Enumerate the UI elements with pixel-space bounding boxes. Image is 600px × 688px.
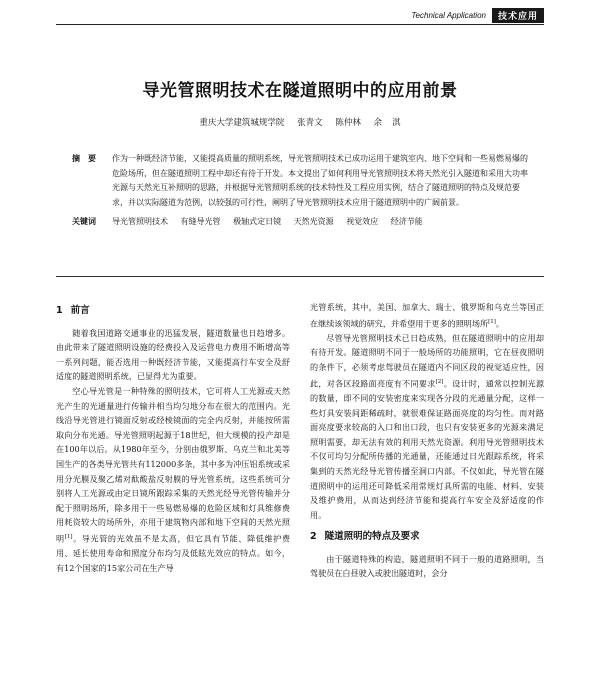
- keyword: 视觉效应: [346, 217, 379, 226]
- left-column: [56, 300, 290, 575]
- section-number: 2: [310, 531, 317, 543]
- author-name: 余: [373, 118, 383, 128]
- citation-ref: [1]: [488, 318, 496, 325]
- keyword: 有缝导光管: [180, 217, 221, 226]
- header-en-label: Technical Application: [411, 11, 486, 20]
- body-paragraph: [310, 300, 544, 331]
- affiliation: 重庆大学建筑城规学院: [199, 118, 285, 128]
- keyword: 经济节能: [390, 217, 423, 226]
- authors-line: [0, 116, 600, 128]
- citation-ref: [1]: [64, 533, 73, 540]
- paragraph-text: 。设计时，通常以控制光源的数量，即不同的安装密度来实现各分段的光通量分配，这样一些灯具安装间距稀疏时，就很难保证路面亮度的均匀性。而对路面亮度要求较高的入口和出口段，也只有安装更多的光源来满足照明需要，却无法有效的利用天然光资源。利用导光管照明技术不仅可均匀分配所传播的光通量，还能通过日光跟踪系统，将采集到的天然光经导光管传播至洞口内部。不仅如此，导光管在隧道照明中的运用还可降低采用常规灯具所需的电能、材料、安装及维护费用，从而达到经济节能和提高行车安全及舒适度的作用。: [310, 378, 544, 520]
- keyword: 导光管照明技术: [112, 217, 168, 226]
- paragraph-text: 。: [495, 318, 504, 329]
- keywords-label: 关键词: [72, 217, 96, 226]
- paragraph-text: 空心导光管是一种特殊的照明技术，它可将人工光源或天然光产生的光通量进行传输并相当均匀地分布在很大的范围内。光线沿导光管进行镜面反射或经棱镜面的完全内反射，并能按所需取向分布光通。导光管照明起源于18世纪，但大规模的投产却是在100年以后。从1980年至今，分别由俄罗斯、乌克兰和北美等国生产的各类导光管共有112000多条，其中多为冲压铝系统或采用分光膜及聚乙烯对酞酸盐反射膜的导光管系统，这些系统可分别将人工光源或由定日镜所跟踪采集的天然光经导光管传输并分配于照明场所，除多用于一些易燃易爆的危险区域和灯具维修费用耗资较大的场所外，亦用于建筑物内部和地下空间的天然光照明: [56, 385, 290, 544]
- paragraph-text: 。导光管的光效虽不是太高，但它具有节能、降低维护费用、延长使用寿命和照度分布均匀及低眩光效应的特点。如今，有12个国家的15家公司在生产导: [56, 533, 290, 573]
- citation-ref: [2]: [435, 378, 444, 385]
- paragraph-text: 光管系统，其中，美国、加拿大、瑞士、俄罗斯和乌克兰等国正在继续该领域的研究，并希望用于更多的照明场所: [310, 302, 544, 329]
- author-name: 陈仲林: [335, 118, 361, 128]
- keywords-list: [112, 215, 433, 230]
- body-paragraph: [310, 331, 544, 522]
- abstract-row: [72, 152, 532, 210]
- keyword: 天然光资源: [293, 217, 334, 226]
- section-2-heading: [310, 530, 544, 545]
- abstract-divider: [56, 276, 544, 277]
- author-name: 张青文: [297, 118, 323, 128]
- paper-title: 导光管照明技术在隧道照明中的应用前景: [142, 81, 458, 101]
- header-rule: [56, 24, 544, 25]
- abstract-label: 摘 要: [72, 154, 96, 163]
- author-name: 淇: [392, 118, 401, 128]
- header-cn-label: 技术应用: [492, 8, 544, 23]
- keywords-row: [72, 215, 532, 230]
- keyword: 极轴式定日镜: [233, 217, 282, 226]
- body-paragraph: 随着我国道路交通事业的迅猛发展，隧道数量也日趋增多。由此带来了隧道照明设施的经费投入及运营电力费用不断增高等一系列问题，能否选用一种既经济节能，又能提高行车安全及舒适度的隧道照明系统，已显得尤为重要。: [56, 327, 290, 382]
- right-column: [310, 300, 544, 581]
- body-paragraph: [56, 384, 290, 575]
- section-1-heading: [56, 304, 290, 319]
- body-paragraph: 由于隧道特殊的构造，隧道照明不同于一般的道路照明，当驾驶员在白昼驶入或驶出隧道时，会分: [310, 553, 544, 579]
- running-header: [411, 8, 544, 23]
- abstract-block: [72, 152, 532, 230]
- abstract-text: 作为一种既经济节能，又能提高质量的照明系统，导光管照明技术已成功运用于建筑室内、地下空间和一些易燃易爆的危险场所，但在隧道照明工程中却还有待于开发。本文提出了如何利用导光管照明技术将天然光引入隧道和采用大功率光源与天然光互补照明的思路，并根据导光管照明系统的技术特性及工程应用实例，结合了隧道照明的特点及规范要求，并以实际隧道为范例，以较强的可行性，阐明了导光管照明技术应用于隧道照明中的广阔前景。: [112, 154, 528, 207]
- paragraph-text: 尽管导光管照明技术已日趋成熟，但在隧道照明中的应用却有待开发。隧道照明不同于一般场所的功能照明，它在昼夜照明的条件下，必须考虑驾驶员在隧道内不同区段的视觉适应性，因此，对各区段路面亮度有不同要求: [310, 332, 544, 389]
- section-title: 前言: [70, 305, 90, 316]
- section-number: 1: [56, 305, 63, 316]
- section-title: 隧道照明的特点及要求: [324, 531, 420, 543]
